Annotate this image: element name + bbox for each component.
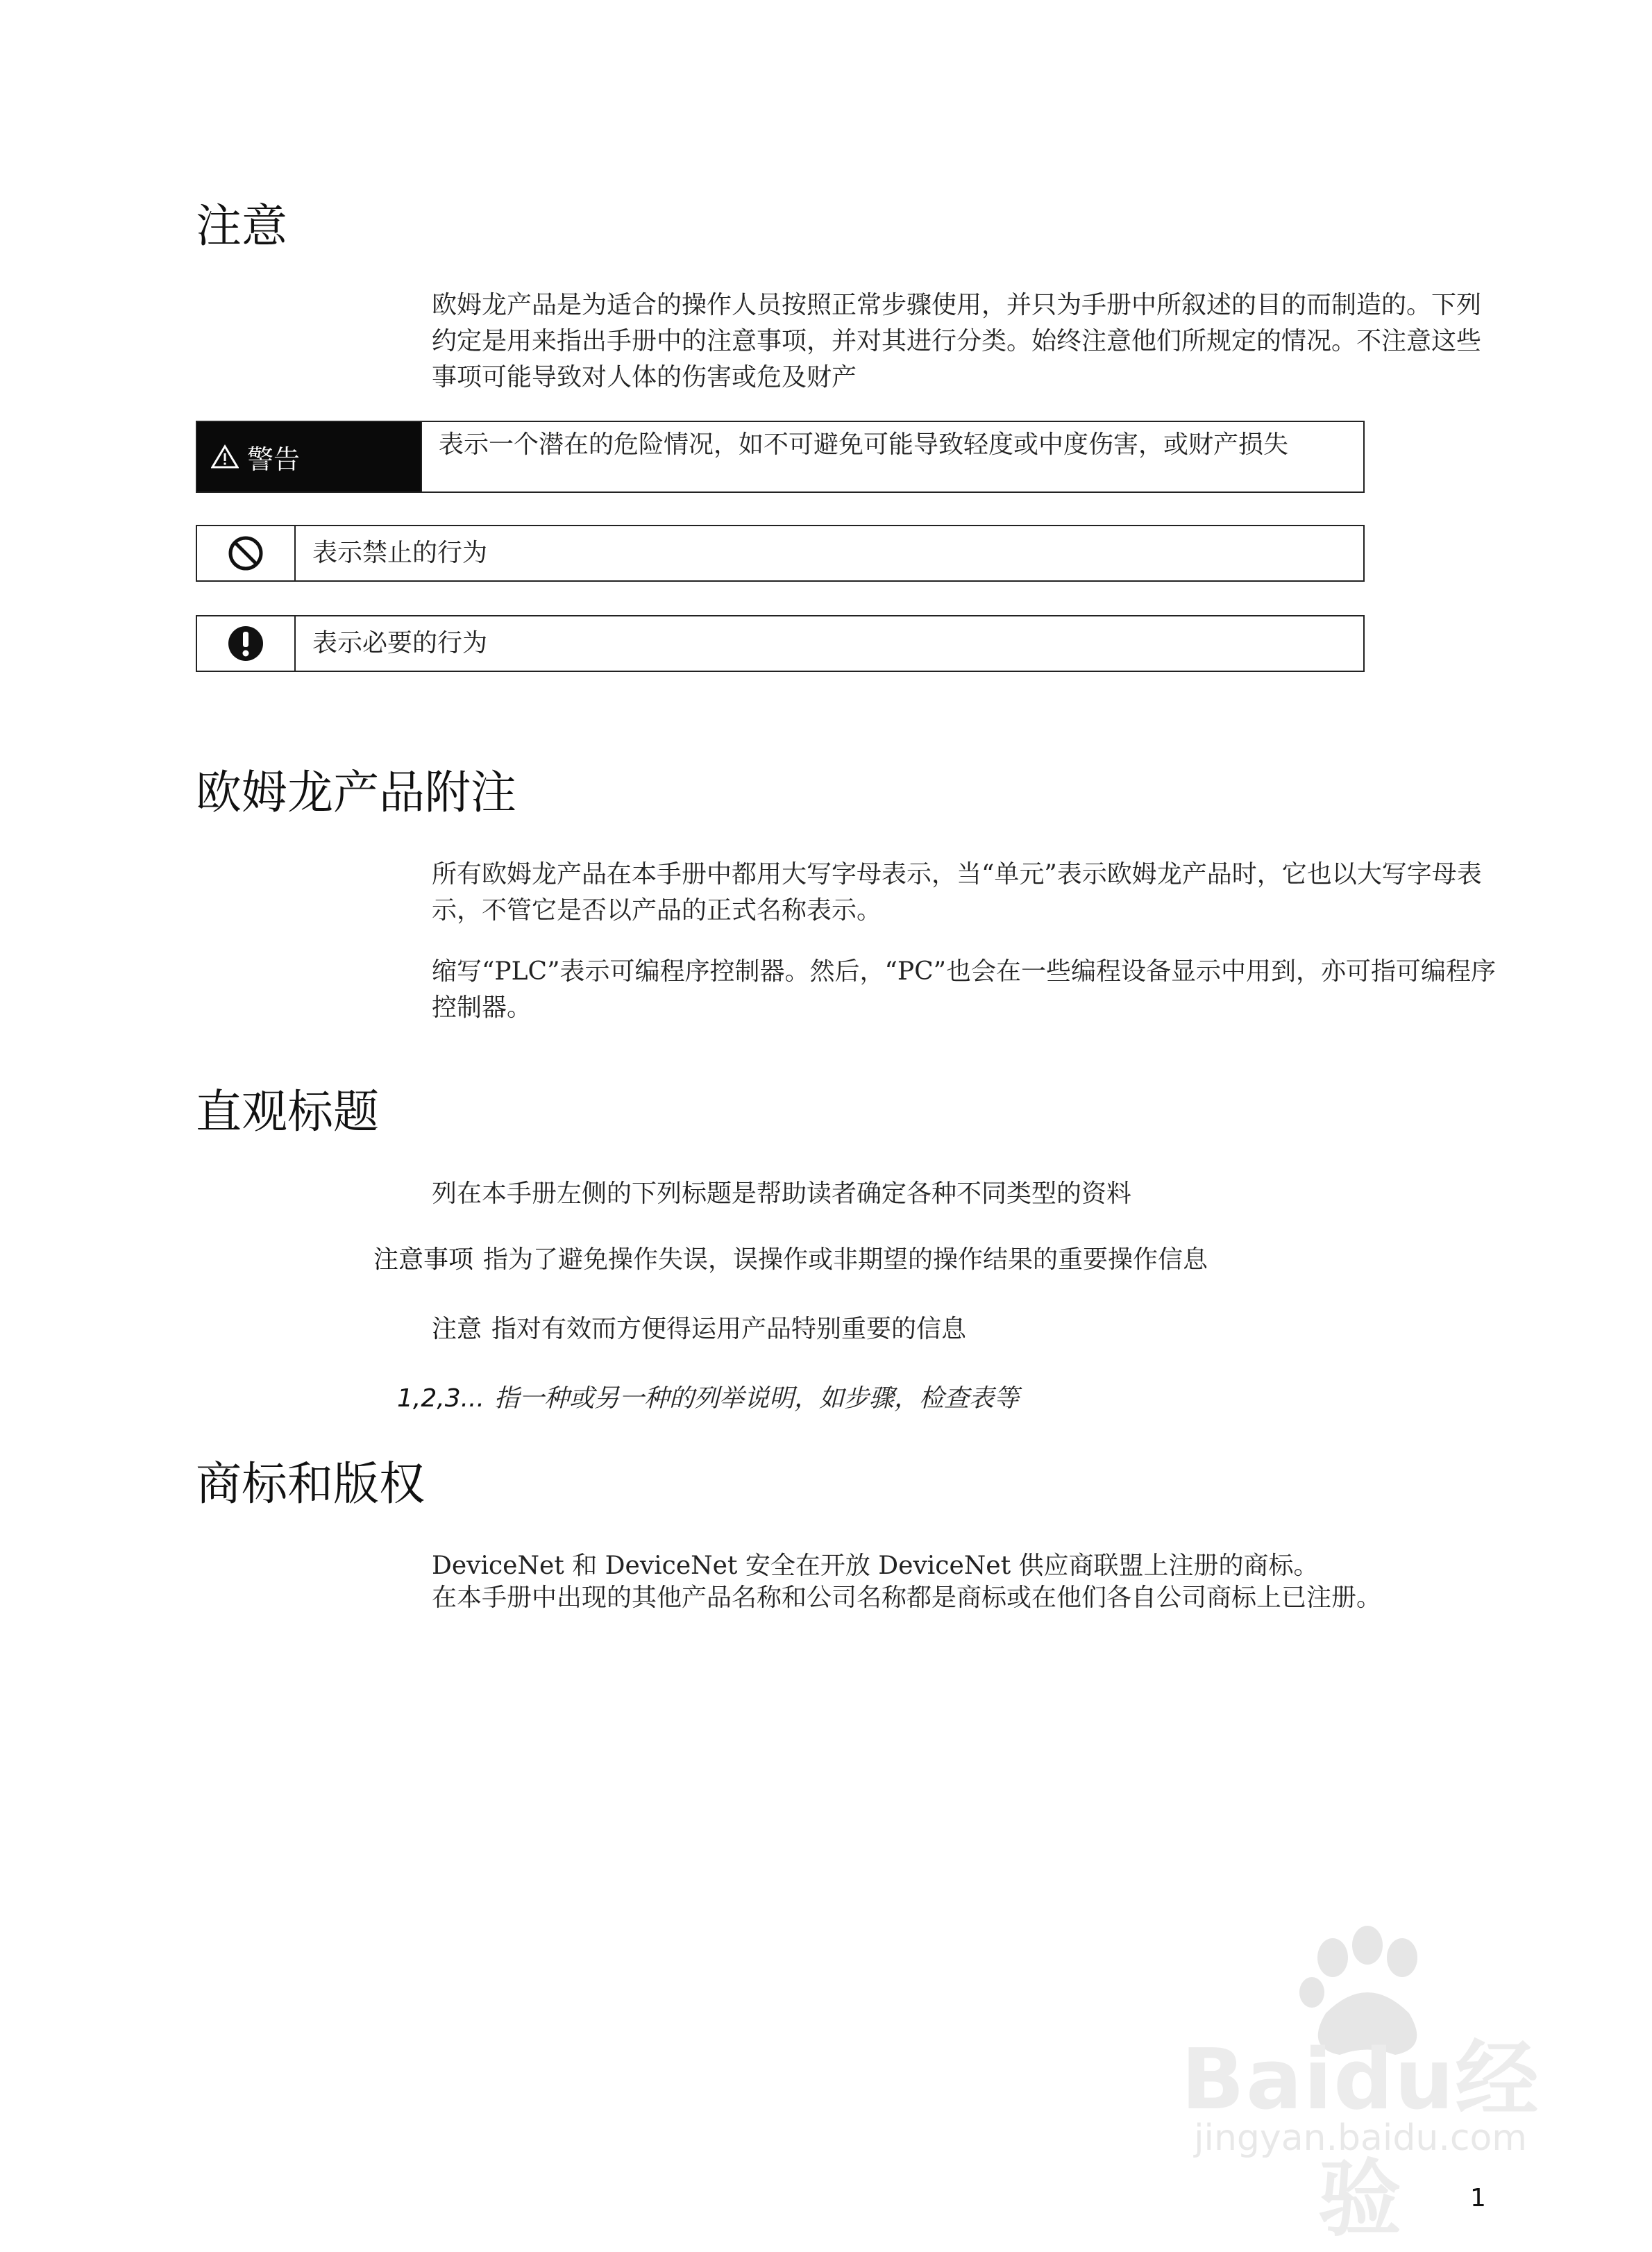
warning-text: 表示一个潜在的危险情况，如不可避免可能导致轻度或中度伤害，或财产损失 — [421, 422, 1363, 491]
visual-heading-text: 指对有效而方便得运用产品特别重要的信息 — [491, 1315, 967, 1343]
exclamation-circle-icon — [226, 624, 265, 663]
visual-heading-label: 1,2,3... — [397, 1384, 484, 1413]
section-title-visual-headings: 直观标题 — [196, 1085, 379, 1138]
visual-heading-row-note — [432, 1313, 966, 1345]
prohibited-text: 表示禁止的行为 — [312, 539, 488, 567]
prohibited-icon-cell — [197, 526, 296, 580]
visual-heading-row-precautions — [373, 1244, 1208, 1276]
warning-label-cell — [197, 422, 421, 491]
watermark-url: jingyan.baidu.com — [1194, 2117, 1527, 2159]
section-title-notice: 注意 — [196, 199, 287, 253]
prohibited-circle-icon — [226, 534, 265, 573]
warning-notice-box — [196, 421, 1365, 493]
required-text: 表示必要的行为 — [312, 629, 488, 657]
section-title-trademark: 商标和版权 — [196, 1457, 425, 1511]
watermark-brand: Baidu经验 — [1181, 2032, 1540, 2248]
visual-heading-row-steps — [397, 1383, 1019, 1415]
warning-label: 警告 — [247, 444, 301, 475]
visual-heading-text: 指一种或另一种的列举说明，如步骤，检查表等 — [494, 1384, 1019, 1413]
visual-heading-label: 注意事项 — [373, 1245, 474, 1274]
warning-triangle-icon — [211, 444, 239, 469]
prohibited-notice-box — [196, 525, 1365, 582]
baidu-jingyan-watermark — [1152, 1909, 1569, 2248]
omron-notes-paragraph-1: 所有欧姆龙产品在本手册中都用大写字母表示，当“单元”表示欧姆龙产品时，它也以大写字母表示，不管它是否以产品的正式名称表示。 — [432, 860, 1482, 925]
notice-intro-paragraph: 欧姆龙产品是为适合的操作人员按照正常步骤使用，并只为手册中所叙述的目的而制造的。下列约定是用来指出手册中的注意事项，并对其进行分类。始终注意他们所规定的情况。不注意这些事项可能导致对人体的伤害或危及财产 — [432, 291, 1482, 392]
visual-heading-label: 注意 — [432, 1315, 482, 1343]
required-notice-box — [196, 615, 1365, 672]
visual-heading-text: 指为了避免操作失误，误操作或非期望的操作结果的重要操作信息 — [483, 1245, 1208, 1274]
section-title-omron-notes: 欧姆龙产品附注 — [196, 766, 516, 819]
required-icon-cell — [197, 616, 296, 671]
trademark-line-2: 在本手册中出现的其他产品名称和公司名称都是商标或在他们各自公司商标上已注册。 — [432, 1583, 1382, 1612]
trademark-line-1: DeviceNet 和 DeviceNet 安全在开放 DeviceNet 供应商联盟上注册的商标。 — [432, 1552, 1319, 1580]
visual-headings-intro: 列在本手册左侧的下列标题是帮助读者确定各种不同类型的资料 — [432, 1179, 1132, 1208]
omron-notes-paragraph-2: 缩写“PLC”表示可编程序控制器。然后，“PC”也会在一些编程设备显示中用到，亦可指可编程序控制器。 — [432, 957, 1497, 1022]
page-number: 1 — [1470, 2184, 1486, 2212]
